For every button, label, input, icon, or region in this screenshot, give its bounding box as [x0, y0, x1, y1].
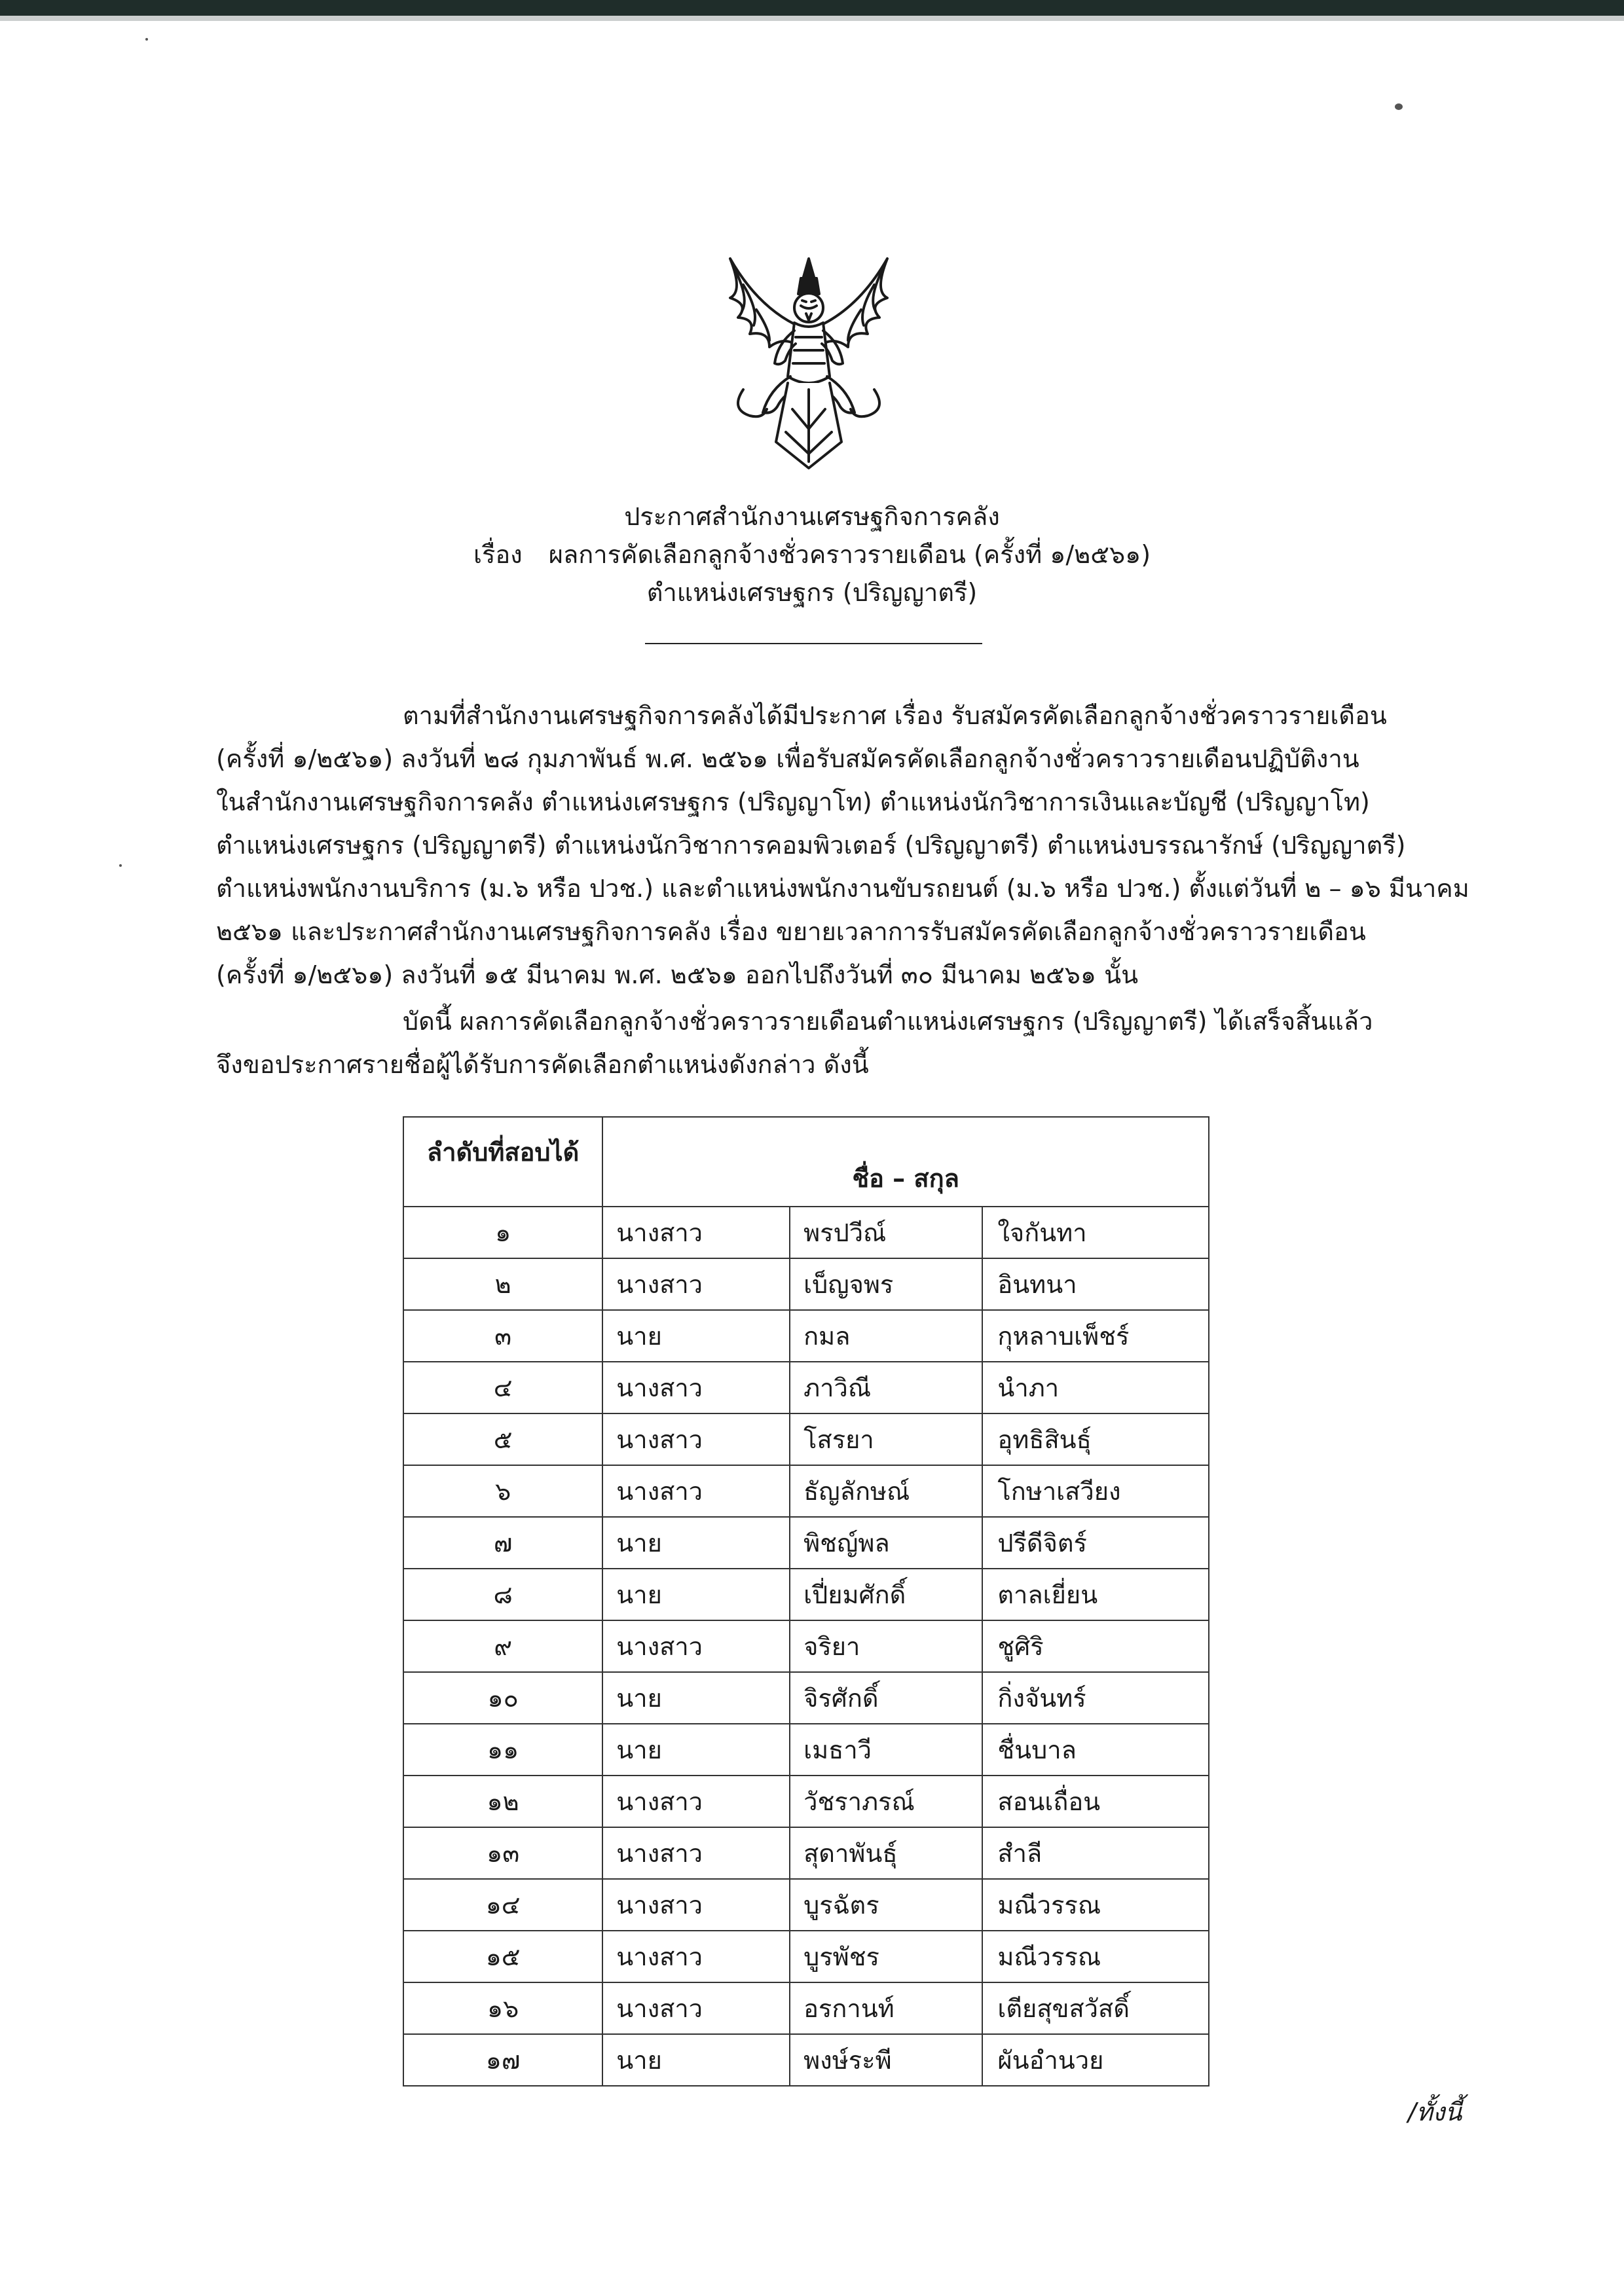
- paragraph-line: บัดนี้ ผลการคัดเลือกลูกจ้างชั่วคราวรายเดือนตำแหน่งเศรษฐกร (ปริญญาตรี) ได้เสร็จสิ้นแล้ว: [403, 1007, 1373, 1036]
- table-row: [403, 1465, 1209, 1517]
- rank-cell: ๔: [403, 1362, 602, 1413]
- last-name-cell: กิ่งจันทร์: [982, 1672, 1209, 1724]
- rank-cell: ๑๔: [403, 1879, 602, 1931]
- last-name-cell: ปรีดีจิตร์: [982, 1517, 1209, 1569]
- table-row: [403, 1569, 1209, 1620]
- last-name-cell: ชูศิริ: [982, 1620, 1209, 1672]
- last-name-cell: สอนเถื่อน: [982, 1776, 1209, 1827]
- first-name-cell: จริยา: [790, 1620, 982, 1672]
- rank-cell: ๕: [403, 1413, 602, 1465]
- title-cell: นาย: [602, 1672, 790, 1724]
- table-row: [403, 1672, 1209, 1724]
- title-cell: นางสาว: [602, 1827, 790, 1879]
- paragraph-line: ตำแหน่งพนักงานบริการ (ม.๖ หรือ ปวช.) และตำแหน่งพนักงานขับรถยนต์ (ม.๖ หรือ ปวช.) ตั้งแต่วันที่ ๒ – ๑๖ มีนาคม: [216, 874, 1469, 903]
- first-name-cell: บูรฉัตร: [790, 1879, 982, 1931]
- first-name-cell: พงษ์ระพี: [790, 2034, 982, 2086]
- table-row: [403, 1517, 1209, 1569]
- title-cell: นาย: [602, 2034, 790, 2086]
- title-cell: นางสาว: [602, 1982, 790, 2034]
- first-name-cell: พิชญ์พล: [790, 1517, 982, 1569]
- table-row: [403, 1362, 1209, 1413]
- announcement-position: ตำแหน่งเศรษฐกร (ปริญญาตรี): [646, 578, 978, 607]
- first-name-cell: ภาวิณี: [790, 1362, 982, 1413]
- subject-text: ผลการคัดเลือกลูกจ้างชั่วคราวรายเดือน (ครั้งที่ ๑/๒๕๖๑): [548, 540, 1151, 569]
- last-name-cell: อุทธิสินธุ์: [982, 1413, 1209, 1465]
- first-name-cell: วัชราภรณ์: [790, 1776, 982, 1827]
- paragraph-line: ตามที่สำนักงานเศรษฐกิจการคลังได้มีประกาศ เรื่อง รับสมัครคัดเลือกลูกจ้างชั่วคราวรายเดือน: [403, 701, 1387, 730]
- subject-label: เรื่อง: [473, 540, 523, 569]
- rank-cell: ๑๒: [403, 1776, 602, 1827]
- rank-cell: ๖: [403, 1465, 602, 1517]
- paragraph-line: ตำแหน่งเศรษฐกร (ปริญญาตรี) ตำแหน่งนักวิชาการคอมพิวเตอร์ (ปริญญาตรี) ตำแหน่งบรรณารักษ์ (ปริญญาตรี): [216, 831, 1406, 860]
- results-table: [403, 1116, 1209, 2086]
- last-name-cell: ผันอำนวย: [982, 2034, 1209, 2086]
- table-row: [403, 1776, 1209, 1827]
- last-name-cell: ใจกันทา: [982, 1207, 1209, 1258]
- table-row: [403, 1258, 1209, 1310]
- announcement-title: ประกาศสำนักงานเศรษฐกิจการคลัง: [624, 502, 1000, 531]
- rank-cell: ๑๖: [403, 1982, 602, 2034]
- title-cell: นางสาว: [602, 1362, 790, 1413]
- last-name-cell: มณีวรรณ: [982, 1879, 1209, 1931]
- scan-speck: [1395, 103, 1403, 110]
- rank-cell: ๑๕: [403, 1931, 602, 1982]
- paragraph-line: (ครั้งที่ ๑/๒๕๖๑) ลงวันที่ ๑๕ มีนาคม พ.ศ. ๒๕๖๑ ออกไปถึงวันที่ ๓๐ มีนาคม ๒๕๖๑ นั้น: [216, 960, 1139, 989]
- continue-note: /ทั้งนี้: [1408, 2098, 1462, 2126]
- header-divider: [645, 643, 982, 644]
- header-rank: ลำดับที่สอบได้: [403, 1117, 602, 1207]
- title-cell: นางสาว: [602, 1207, 790, 1258]
- title-cell: นางสาว: [602, 1413, 790, 1465]
- last-name-cell: สำลี: [982, 1827, 1209, 1879]
- rank-cell: ๙: [403, 1620, 602, 1672]
- title-cell: นางสาว: [602, 1931, 790, 1982]
- scan-speck: [119, 864, 122, 867]
- results-body: [403, 1207, 1209, 2086]
- rank-cell: ๑๐: [403, 1672, 602, 1724]
- title-cell: นาย: [602, 1310, 790, 1362]
- last-name-cell: กุหลาบเพ็ชร์: [982, 1310, 1209, 1362]
- first-name-cell: ธัญลักษณ์: [790, 1465, 982, 1517]
- paragraph-line: ๒๕๖๑ และประกาศสำนักงานเศรษฐกิจการคลัง เรื่อง ขยายเวลาการรับสมัครคัดเลือกลูกจ้างชั่วคราวรายเดือน: [216, 917, 1366, 946]
- title-cell: นางสาว: [602, 1465, 790, 1517]
- table-row: [403, 1207, 1209, 1258]
- title-cell: นางสาว: [602, 1258, 790, 1310]
- header-name: ชื่อ – สกุล: [602, 1117, 1209, 1207]
- first-name-cell: สุดาพันธุ์: [790, 1827, 982, 1879]
- paragraph-line: ในสำนักงานเศรษฐกิจการคลัง ตำแหน่งเศรษฐกร (ปริญญาโท) ตำแหน่งนักวิชาการเงินและบัญชี (ปริญญาโท): [216, 788, 1370, 816]
- last-name-cell: มณีวรรณ: [982, 1931, 1209, 1982]
- first-name-cell: เปี่ยมศักดิ์: [790, 1569, 982, 1620]
- rank-cell: ๑๑: [403, 1724, 602, 1776]
- paragraph-2: [216, 1000, 1441, 1086]
- first-name-cell: เบ็ญจพร: [790, 1258, 982, 1310]
- rank-cell: ๑: [403, 1207, 602, 1258]
- last-name-cell: อินทนา: [982, 1258, 1209, 1310]
- paragraph-line: จึงขอประกาศรายชื่อผู้ได้รับการคัดเลือกตำแหน่งดังกล่าว ดังนี้: [216, 1050, 869, 1079]
- scan-top-edge-shadow: [0, 16, 1624, 21]
- paragraph-line: (ครั้งที่ ๑/๒๕๖๑) ลงวันที่ ๒๘ กุมภาพันธ์ พ.ศ. ๒๕๖๑ เพื่อรับสมัครคัดเลือกลูกจ้างชั่วคราวรายเดือนปฏิบัติงาน: [216, 744, 1359, 773]
- rank-cell: ๒: [403, 1258, 602, 1310]
- rank-cell: ๘: [403, 1569, 602, 1620]
- title-cell: นาย: [602, 1724, 790, 1776]
- first-name-cell: อรกานท์: [790, 1982, 982, 2034]
- first-name-cell: เมธาวี: [790, 1724, 982, 1776]
- title-cell: นางสาว: [602, 1620, 790, 1672]
- rank-cell: ๓: [403, 1310, 602, 1362]
- table-header-row: [403, 1117, 1209, 1207]
- title-cell: นางสาว: [602, 1776, 790, 1827]
- last-name-cell: นำภา: [982, 1362, 1209, 1413]
- scan-speck: [145, 38, 148, 41]
- table-row: [403, 1827, 1209, 1879]
- first-name-cell: บูรพัชร: [790, 1931, 982, 1982]
- last-name-cell: โกษาเสวียง: [982, 1465, 1209, 1517]
- table-row: [403, 1620, 1209, 1672]
- title-cell: นางสาว: [602, 1879, 790, 1931]
- rank-cell: ๗: [403, 1517, 602, 1569]
- table-row: [403, 1413, 1209, 1465]
- table-row: [403, 1931, 1209, 1982]
- table-row: [403, 1310, 1209, 1362]
- table-row: [403, 2034, 1209, 2086]
- first-name-cell: พรปวีณ์: [790, 1207, 982, 1258]
- scan-top-edge: [0, 0, 1624, 16]
- last-name-cell: ตาลเยี่ยน: [982, 1569, 1209, 1620]
- first-name-cell: โสรยา: [790, 1413, 982, 1465]
- last-name-cell: เตียสุขสวัสดิ์: [982, 1982, 1209, 2034]
- announcement-header: [0, 498, 1624, 611]
- title-cell: นาย: [602, 1517, 790, 1569]
- first-name-cell: กมล: [790, 1310, 982, 1362]
- garuda-emblem-icon: [704, 246, 913, 481]
- table-row: [403, 1879, 1209, 1931]
- table-row: [403, 1724, 1209, 1776]
- rank-cell: ๑๓: [403, 1827, 602, 1879]
- last-name-cell: ชื่นบาล: [982, 1724, 1209, 1776]
- table-row: [403, 1982, 1209, 2034]
- announcement-subject-line: [0, 536, 1624, 574]
- first-name-cell: จิรศักดิ์: [790, 1672, 982, 1724]
- title-cell: นาย: [602, 1569, 790, 1620]
- paragraph-1: [216, 694, 1469, 996]
- rank-cell: ๑๗: [403, 2034, 602, 2086]
